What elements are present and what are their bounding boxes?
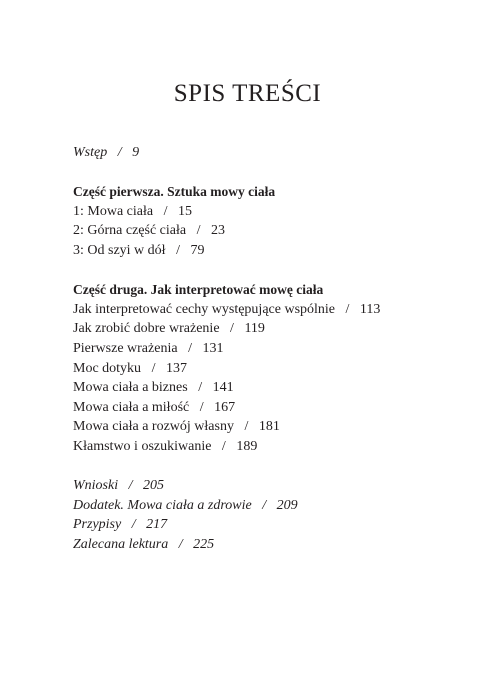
toc-separator: / bbox=[244, 419, 249, 435]
toc-page-number: 131 bbox=[202, 340, 224, 356]
toc-entry bbox=[73, 221, 473, 241]
toc-entry bbox=[73, 417, 473, 437]
toc-page-number: 137 bbox=[165, 360, 187, 376]
toc-entry-label: Jak interpretować cechy występujące wspólnie bbox=[73, 301, 336, 317]
toc-separator: / bbox=[188, 340, 192, 356]
toc-page-number: 9 bbox=[132, 145, 140, 160]
part1-heading: Część pierwsza. Sztuka mowy ciała bbox=[73, 184, 276, 200]
toc-entry-label: Jak zrobić dobre wrażenie bbox=[73, 321, 220, 337]
toc-entry-label: 2: Górna część ciała bbox=[73, 223, 187, 239]
toc-separator: / bbox=[131, 517, 136, 533]
toc-entry-label: Kłamstwo i oszukiwanie bbox=[73, 438, 212, 454]
toc-separator: / bbox=[262, 497, 267, 513]
toc-entry bbox=[73, 398, 473, 418]
toc-page-number: 217 bbox=[146, 517, 168, 533]
toc-page-number: 167 bbox=[214, 399, 236, 415]
toc-page-number: 225 bbox=[193, 536, 215, 552]
toc-entry bbox=[73, 319, 473, 339]
toc-entry-label: Przypisy bbox=[73, 517, 122, 533]
toc-entry bbox=[73, 202, 473, 222]
toc-entry-label: Wstęp bbox=[73, 145, 108, 160]
toc-entry bbox=[73, 359, 473, 379]
toc-entry-label: Zalecana lektura bbox=[73, 536, 169, 552]
toc-separator: / bbox=[221, 438, 226, 454]
toc-entry-back bbox=[73, 476, 473, 496]
toc-entry bbox=[73, 339, 473, 359]
toc-page-number: 23 bbox=[211, 223, 225, 239]
toc-separator: / bbox=[117, 145, 122, 160]
spacer bbox=[73, 457, 473, 477]
table-of-contents bbox=[73, 143, 473, 554]
toc-page-number: 119 bbox=[244, 321, 265, 337]
toc-separator: / bbox=[151, 360, 156, 376]
page-title: SPIS TREŚCI bbox=[173, 80, 322, 107]
spacer bbox=[73, 261, 473, 281]
toc-separator: / bbox=[128, 478, 133, 494]
toc-entry-label: Mowa ciała a miłość bbox=[73, 399, 190, 415]
toc-entry-label: 3: Od szyi w dół bbox=[73, 242, 166, 258]
toc-entry-back bbox=[73, 515, 473, 535]
toc-separator: / bbox=[176, 242, 180, 258]
toc-page-number: 189 bbox=[236, 438, 258, 454]
toc-entry-back bbox=[73, 496, 473, 516]
toc-entry-label: Moc dotyku bbox=[73, 360, 142, 376]
toc-entry bbox=[73, 241, 473, 261]
toc-entry-intro bbox=[73, 143, 473, 163]
toc-entry-label: 1: Mowa ciała bbox=[73, 203, 154, 219]
toc-separator: / bbox=[345, 301, 350, 317]
toc-entry bbox=[73, 300, 473, 320]
toc-entry-label: Pierwsze wrażenia bbox=[73, 340, 178, 356]
toc-page-number: 15 bbox=[177, 203, 192, 219]
toc-page-number: 113 bbox=[359, 301, 381, 317]
toc-entry-back bbox=[73, 535, 473, 555]
spacer bbox=[73, 163, 473, 183]
toc-entry bbox=[73, 437, 473, 457]
toc-separator: / bbox=[163, 203, 168, 219]
toc-entry-label: Dodatek. Mowa ciała a zdrowie bbox=[73, 497, 252, 513]
toc-separator: / bbox=[196, 223, 201, 239]
part2-heading: Część druga. Jak interpretować mowę ciała bbox=[73, 282, 324, 298]
toc-entry-label: Wnioski bbox=[73, 478, 119, 494]
toc-separator: / bbox=[178, 536, 183, 552]
toc-separator: / bbox=[198, 380, 203, 396]
toc-entry-label: Mowa ciała a rozwój własny bbox=[73, 419, 234, 435]
toc-page-number: 209 bbox=[276, 497, 298, 513]
toc-entry-label: Mowa ciała a biznes bbox=[73, 380, 188, 396]
toc-separator: / bbox=[199, 399, 204, 415]
toc-entry bbox=[73, 378, 473, 398]
toc-page-number: 79 bbox=[190, 242, 205, 258]
toc-page-number: 141 bbox=[212, 380, 234, 396]
toc-page-number: 181 bbox=[258, 419, 280, 435]
toc-separator: / bbox=[230, 321, 234, 337]
toc-page-number: 205 bbox=[143, 478, 164, 494]
